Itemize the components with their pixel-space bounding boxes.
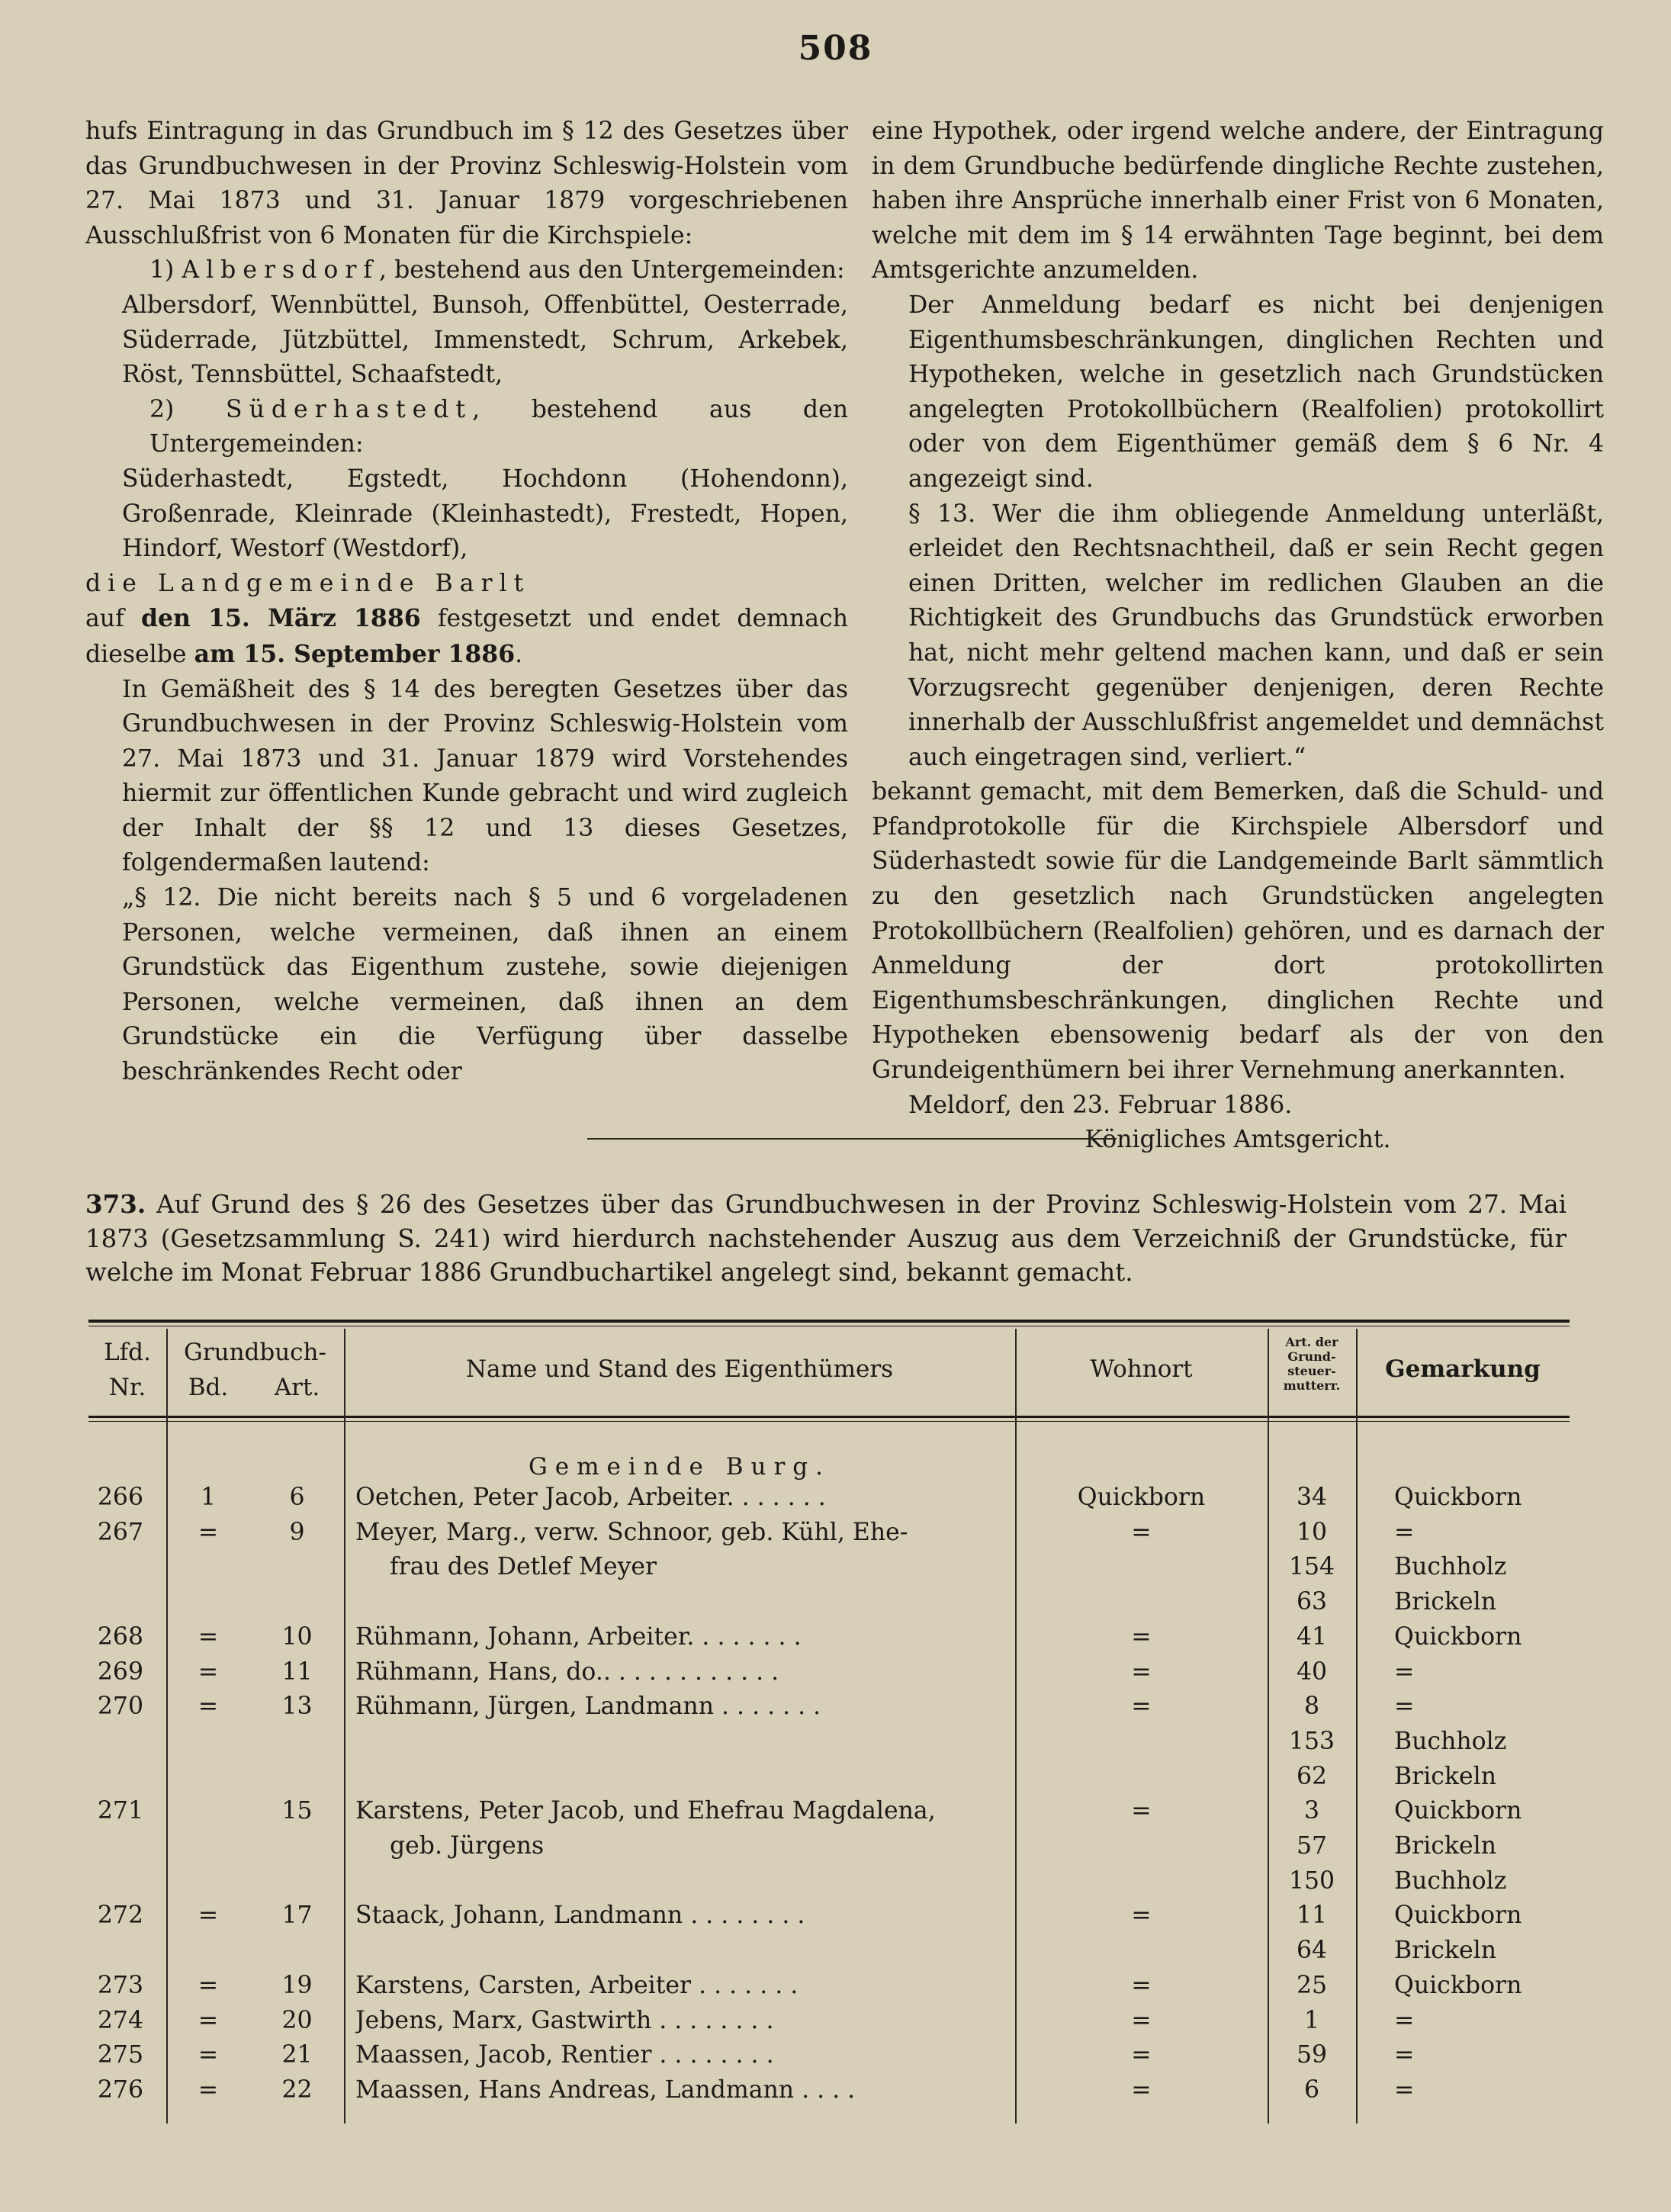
row-art: 11 — [281, 1657, 313, 1686]
table-row — [88, 1515, 1570, 1550]
row-art: 13 — [281, 1693, 313, 1721]
row-art: 10 — [281, 1622, 313, 1651]
table-row — [88, 2072, 1570, 2108]
row-name: Karstens, Peter Jacob, und Ehefrau Magdalena, — [355, 1797, 936, 1825]
row-nr: 275 — [97, 2041, 143, 2069]
right-text-column — [872, 114, 1604, 1158]
row-art: 21 — [281, 2041, 313, 2069]
row-bd: = — [198, 1971, 219, 1999]
right-column-paragraph: Der Anmeldung bedarf es nicht bei denjenigen Eigenthumsbeschränkungen, dinglichen Rechten und Hypotheken, welche in gesetzlich nach Grundstücken angelegten Protokollbüchern (Realfolien) protokollirt oder von dem Eigenthümer gemäß dem § 6 Nr. 4 angezeigt sind. — [908, 291, 1604, 493]
row-gemarkung: Brickeln — [1394, 1832, 1497, 1860]
row-gemarkung: Brickeln — [1394, 1762, 1497, 1790]
left-column-paragraph: „§ 12. Die nicht bereits nach § 5 und 6 vorgeladenen Personen, welche vermeinen, daß ihnen an einem Grundstück das Eigenthum zustehe, sowie diejenigen Personen, welche vermeinen, daß ihnen an dem Grundstücke ein die Verfügung über dasselbe beschränkendes Recht oder — [122, 884, 848, 1086]
row-name: Maassen, Hans Andreas, Landmann . . . . — [355, 2075, 856, 2104]
left-column-paragraph: hufs Eintragung in das Grundbuch im § 12 des Gesetzes über das Grundbuchwesen in der Provinz Schleswig-Holstein vom 27. Mai 1873 und 31. Januar 1879 vorgeschriebenen Ausschlußfrist von 6 Monaten für die Kirchspiele: — [85, 117, 848, 249]
header-steuer-line4: mutterr. — [1283, 1378, 1341, 1393]
row-name: Maassen, Jacob, Rentier . . . . . . . . — [355, 2041, 774, 2069]
row-gemarkung: Quickborn — [1394, 1622, 1522, 1651]
row-steuer: 154 — [1288, 1553, 1335, 1581]
right-column-paragraph: § 13. Wer die ihm obliegende Anmeldung unterläßt, erleidet den Rechtsnachtheil, daß er sein Recht gegen einen Dritten, welcher im redlichen Glauben an die Richtigkeit des Grundbuchs das Grundstück erworben hat, nicht mehr geltend machen kann, und daß er sein Vorzugsrecht gegenüber denjenigen, deren Rechte innerhalb der Ausschlußfrist angemeldet und demnächst auch eingetragen sind, verliert.“ — [908, 500, 1604, 771]
row-nr: 270 — [97, 1693, 143, 1721]
header-steuer-line1: Art. der — [1285, 1335, 1338, 1349]
table-row — [88, 1898, 1570, 1933]
left-column-paragraph: 2) Süderhastedt, bestehend aus den Untergemeinden: — [149, 395, 849, 458]
row-bd: 1 — [200, 1484, 217, 1511]
row-gemarkung: = — [1394, 2006, 1415, 2034]
row-nr: 266 — [97, 1484, 143, 1511]
left-column-paragraph: In Gemäßheit des § 14 des beregten Gesetzes über das Grundbuchwesen in der Provinz Schleswig-Holstein vom 27. Mai 1873 und 31. Januar 1879 wird Vorstehendes hiermit zur öffentlichen Kunde gebracht und wird zugleich der Inhalt der §§ 12 und 13 dieses Gesetzes, folgendermaßen lautend: — [122, 675, 848, 877]
table-row — [88, 1654, 1570, 1690]
announcement-text: Auf Grund des § 26 des Gesetzes über das Grundbuchwesen in der Provinz Schleswig-Holstein vom 27. Mai 1873 (Gesetzsammlung S. 241) wird hierdurch nachstehender Auszug aus dem Verzeichniß der Grundstücke, für welche im Monat Februar 1886 Grundbuchartikel angelegt sind, bekannt gemacht. — [85, 1190, 1567, 1287]
row-steuer: 6 — [1303, 2075, 1320, 2104]
right-column-paragraph: Meldorf, den 23. Februar 1886. — [908, 1091, 1293, 1119]
row-name: Oetchen, Peter Jacob, Arbeiter. . . . . . . — [355, 1484, 826, 1511]
right-column-paragraph: eine Hypothek, oder irgend welche andere, der Eintragung in dem Grundbuche bedürfende dingliche Rechte zustehen, haben ihre Ansprüche innerhalb einer Frist von 6 Monaten, welche mit dem im § 14 erwähnten Tage beginnt, bei dem Amtsgerichte anzumelden. — [872, 117, 1604, 285]
row-name: Rühmann, Hans, do.. . . . . . . . . . . . — [355, 1657, 779, 1686]
header-lfd-nr — [88, 1335, 166, 1405]
header-grundbuch: Grundbuch- — [184, 1339, 326, 1366]
row-name: geb. Jürgens — [390, 1832, 545, 1860]
row-wohnort: = — [1131, 1518, 1152, 1546]
row-nr: 272 — [97, 1902, 143, 1930]
header-steuer-line2: Grund- — [1287, 1349, 1336, 1364]
row-steuer: 11 — [1296, 1902, 1328, 1930]
table-row — [88, 2037, 1570, 2072]
header-lfd: Lfd. — [104, 1339, 151, 1366]
table-row — [88, 1619, 1570, 1654]
row-steuer: 64 — [1296, 1937, 1328, 1965]
announcement — [85, 1188, 1567, 1290]
row-steuer: 3 — [1303, 1797, 1320, 1825]
row-wohnort: = — [1131, 1693, 1152, 1721]
row-steuer: 1 — [1303, 2006, 1320, 2034]
table-row — [88, 1584, 1570, 1619]
row-art: 22 — [281, 2075, 313, 2104]
header-nr: Nr. — [108, 1374, 146, 1401]
row-steuer: 10 — [1296, 1518, 1328, 1546]
row-nr: 273 — [97, 1971, 143, 1999]
header-steuer-line3: steuer- — [1287, 1364, 1336, 1378]
row-nr: 276 — [97, 2075, 143, 2104]
row-art: 6 — [289, 1484, 305, 1511]
row-gemarkung: = — [1394, 1693, 1415, 1721]
row-nr: 269 — [97, 1657, 143, 1686]
table-row — [88, 1828, 1570, 1863]
row-steuer: 25 — [1296, 1971, 1328, 1999]
row-gemarkung: = — [1394, 1657, 1415, 1686]
row-steuer: 62 — [1296, 1762, 1328, 1790]
row-bd: = — [198, 1622, 219, 1651]
row-art: 20 — [281, 2006, 313, 2034]
row-bd: = — [198, 1657, 219, 1686]
section-title: Gemeinde Burg. — [528, 1453, 831, 1481]
row-gemarkung: Quickborn — [1394, 1902, 1522, 1930]
left-column-emphasis: am 15. September 1886 — [194, 639, 516, 668]
row-gemarkung: = — [1394, 1518, 1415, 1546]
table-top-rule — [88, 1320, 1570, 1326]
table-row — [88, 1793, 1570, 1828]
row-name: Rühmann, Johann, Arbeiter. . . . . . . . — [355, 1622, 802, 1651]
left-column-paragraph — [85, 567, 848, 602]
row-steuer: 41 — [1296, 1622, 1328, 1651]
row-steuer: 57 — [1296, 1832, 1328, 1860]
row-gemarkung: Quickborn — [1394, 1484, 1522, 1511]
header-steuer — [1268, 1335, 1356, 1393]
left-column-paragraph: Süderhastedt, Egstedt, Hochdonn (Hohendonn), Großenrade, Kleinrade (Kleinhastedt), Frestedt, Hopen, Hindorf, Westorf (Westdorf), — [122, 465, 848, 563]
row-steuer: 40 — [1296, 1657, 1328, 1686]
table-row — [88, 1933, 1570, 1968]
row-gemarkung: Brickeln — [1394, 1937, 1497, 1965]
header-wohnort: Wohnort — [1090, 1355, 1193, 1383]
row-bd: = — [198, 1693, 219, 1721]
row-name: Karstens, Carsten, Arbeiter . . . . . . . — [355, 1971, 799, 1999]
page-number: 508 — [798, 29, 873, 68]
row-name: Rühmann, Jürgen, Landmann . . . . . . . — [355, 1693, 821, 1721]
table-row — [88, 1724, 1570, 1759]
table-row — [88, 1863, 1570, 1899]
row-nr: 271 — [97, 1797, 143, 1825]
row-art: 17 — [281, 1902, 313, 1930]
table-row — [88, 1759, 1570, 1794]
row-nr: 268 — [97, 1622, 143, 1651]
left-column-paragraph: Albersdorf, Wennbüttel, Bunsoh, Offenbüttel, Oesterrade, Süderrade, Jützbüttel, Immenstedt, Schrum, Arkebek, Röst, Tennsbüttel, Schaafstedt, — [122, 291, 848, 389]
row-steuer: 63 — [1296, 1588, 1328, 1616]
row-art: 19 — [281, 1971, 313, 1999]
row-nr: 267 — [97, 1518, 143, 1546]
header-gemarkung: Gemarkung — [1385, 1355, 1541, 1383]
row-wohnort: = — [1131, 2075, 1152, 2104]
row-gemarkung: Quickborn — [1394, 1797, 1522, 1825]
row-steuer: 59 — [1296, 2041, 1328, 2069]
row-name: frau des Detlef Meyer — [390, 1553, 657, 1581]
row-gemarkung: Buchholz — [1394, 1553, 1507, 1581]
row-gemarkung: = — [1394, 2041, 1415, 2069]
table-row — [88, 1549, 1570, 1584]
row-steuer: 8 — [1303, 1693, 1320, 1721]
row-bd: = — [198, 2006, 219, 2034]
left-text-column — [85, 114, 848, 1090]
row-bd: = — [198, 1518, 219, 1546]
row-wohnort: = — [1131, 1657, 1152, 1686]
row-gemarkung: Brickeln — [1394, 1588, 1497, 1616]
row-bd: = — [198, 2041, 219, 2069]
row-bd: = — [198, 1902, 219, 1930]
announcement-number: 373. — [85, 1189, 146, 1219]
left-column-emphasis: den 15. März 1886 — [140, 604, 421, 633]
header-art: Art. — [274, 1374, 320, 1401]
row-name: Staack, Johann, Landmann . . . . . . . . — [355, 1902, 805, 1930]
row-steuer: 153 — [1288, 1727, 1335, 1755]
right-column-paragraph: bekannt gemacht, mit dem Bemerken, daß die Schuld- und Pfandprotokolle für die Kirchspiele Albersdorf und Süderhastedt sowie für die Landgemeinde Barlt sämmtlich zu den gesetzlich nach Grundstücken angelegten Protokollbüchern (Realfolien) gehören, und es darnach der Anmeldung der dort protokollirten Eigenthumsbeschränkungen, dinglichen Rechte und Hypotheken ebensowenig bedarf als der von den Grundeigenthümern bei ihrer Vernehmung anerkannten. — [872, 778, 1604, 1085]
row-steuer: 150 — [1288, 1866, 1335, 1895]
property-table — [88, 1320, 1570, 2124]
left-column-emphasis: die Landgemeinde Barlt — [85, 569, 531, 597]
left-column-emphasis: Albersdorf — [182, 256, 380, 285]
row-gemarkung: = — [1394, 2075, 1415, 2104]
row-name: Meyer, Marg., verw. Schnoor, geb. Kühl, Ehe- — [355, 1518, 908, 1546]
table-row — [88, 1689, 1570, 1724]
left-column-paragraph: auf den 15. März 1886 festgesetzt und endet demnach dieselbe am 15. September 1886. — [85, 604, 848, 668]
row-wohnort: = — [1131, 1971, 1152, 1999]
table-row — [88, 2003, 1570, 2038]
row-name: Jebens, Marx, Gastwirth . . . . . . . . — [355, 2006, 774, 2034]
right-column-paragraph: Königliches Amtsgericht. — [1085, 1126, 1391, 1154]
row-steuer: 34 — [1296, 1484, 1328, 1511]
section-divider — [587, 1138, 1117, 1140]
row-gemarkung: Quickborn — [1394, 1971, 1522, 1999]
row-nr: 274 — [97, 2006, 143, 2034]
row-bd: = — [198, 2075, 219, 2104]
row-art: 15 — [281, 1797, 313, 1825]
table-row — [88, 1968, 1570, 2003]
left-column-paragraph: 1) Albersdorf, bestehend aus den Untergemeinden: — [149, 256, 845, 285]
row-wohnort: Quickborn — [1077, 1484, 1206, 1511]
table-header-rule — [88, 1416, 1570, 1422]
row-art: 9 — [289, 1518, 305, 1546]
table-row — [88, 1480, 1570, 1515]
row-gemarkung: Buchholz — [1394, 1866, 1507, 1895]
header-bd: Bd. — [188, 1374, 229, 1401]
row-wohnort: = — [1131, 1622, 1152, 1651]
header-name: Name und Stand des Eigenthümers — [465, 1355, 894, 1383]
row-wohnort: = — [1131, 2041, 1152, 2069]
row-gemarkung: Buchholz — [1394, 1727, 1507, 1755]
row-wohnort: = — [1131, 2006, 1152, 2034]
row-wohnort: = — [1131, 1797, 1152, 1825]
row-wohnort: = — [1131, 1902, 1152, 1930]
left-column-emphasis: Süderhastedt — [225, 395, 473, 423]
